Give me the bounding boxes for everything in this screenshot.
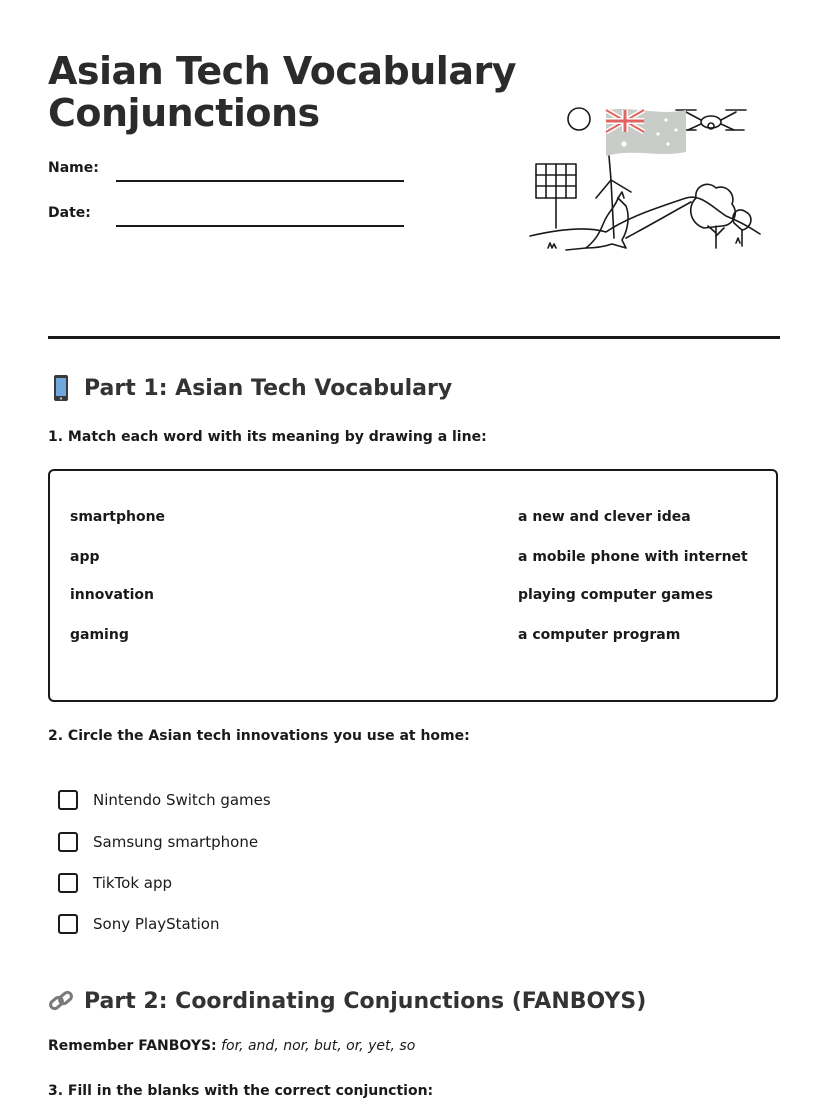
sun-icon <box>568 108 590 130</box>
match-word-smartphone[interactable]: smartphone <box>70 509 166 525</box>
section-divider <box>48 336 780 339</box>
drone-icon <box>676 110 746 130</box>
question-1: 1. Match each word with its meaning by drawing a line: <box>48 429 487 445</box>
checkbox[interactable] <box>58 873 78 893</box>
part2-title <box>48 987 646 1015</box>
match-word-app[interactable]: app <box>70 549 100 565</box>
matching-box <box>48 469 778 702</box>
australia-landscape-illustration <box>526 98 762 263</box>
remember-label: Remember FANBOYS: <box>48 1038 217 1054</box>
worksheet-title <box>48 50 516 134</box>
checkbox[interactable] <box>58 790 78 810</box>
option-playstation[interactable] <box>58 914 219 934</box>
wind-turbine-icon <box>596 156 631 238</box>
title-line-1: Asian Tech Vocabulary <box>48 49 516 93</box>
part1-title-text: Part 1: Asian Tech Vocabulary <box>84 375 453 401</box>
option-label: Sony PlayStation <box>93 915 220 933</box>
checkbox[interactable] <box>58 914 78 934</box>
checkbox[interactable] <box>58 832 78 852</box>
match-def-1[interactable]: a new and clever idea <box>518 509 691 525</box>
option-samsung[interactable] <box>58 832 258 852</box>
option-tiktok[interactable] <box>58 873 172 893</box>
part2-title-text: Part 2: Coordinating Conjunctions (FANBOYS) <box>84 988 647 1014</box>
title-line-2: Conjunctions <box>48 91 320 135</box>
option-label: Samsung smartphone <box>93 833 259 851</box>
link-icon <box>48 987 74 1015</box>
date-field[interactable] <box>116 225 404 227</box>
match-def-3[interactable]: playing computer games <box>518 587 713 603</box>
question-2: 2. Circle the Asian tech innovations you use at home: <box>48 728 470 744</box>
match-word-gaming[interactable]: gaming <box>70 627 129 643</box>
date-label: Date: <box>48 205 91 221</box>
fanboys-reminder <box>48 1038 415 1054</box>
option-nintendo[interactable] <box>58 790 271 810</box>
tree-icon <box>691 184 751 248</box>
option-label: TikTok app <box>93 874 173 892</box>
kangaroo-icon <box>566 192 628 250</box>
part1-title <box>48 374 452 402</box>
mobile-phone-icon <box>48 374 74 402</box>
australian-flag-icon <box>606 109 686 156</box>
solar-panel-icon <box>536 164 576 228</box>
match-def-4[interactable]: a computer program <box>518 627 681 643</box>
option-label: Nintendo Switch games <box>93 791 271 809</box>
match-word-innovation[interactable]: innovation <box>70 587 154 603</box>
remember-text: for, and, nor, but, or, yet, so <box>221 1038 416 1054</box>
name-label: Name: <box>48 160 99 176</box>
name-field[interactable] <box>116 180 404 182</box>
match-def-2[interactable]: a mobile phone with internet <box>518 549 748 565</box>
question-3: 3. Fill in the blanks with the correct conjunction: <box>48 1083 434 1099</box>
